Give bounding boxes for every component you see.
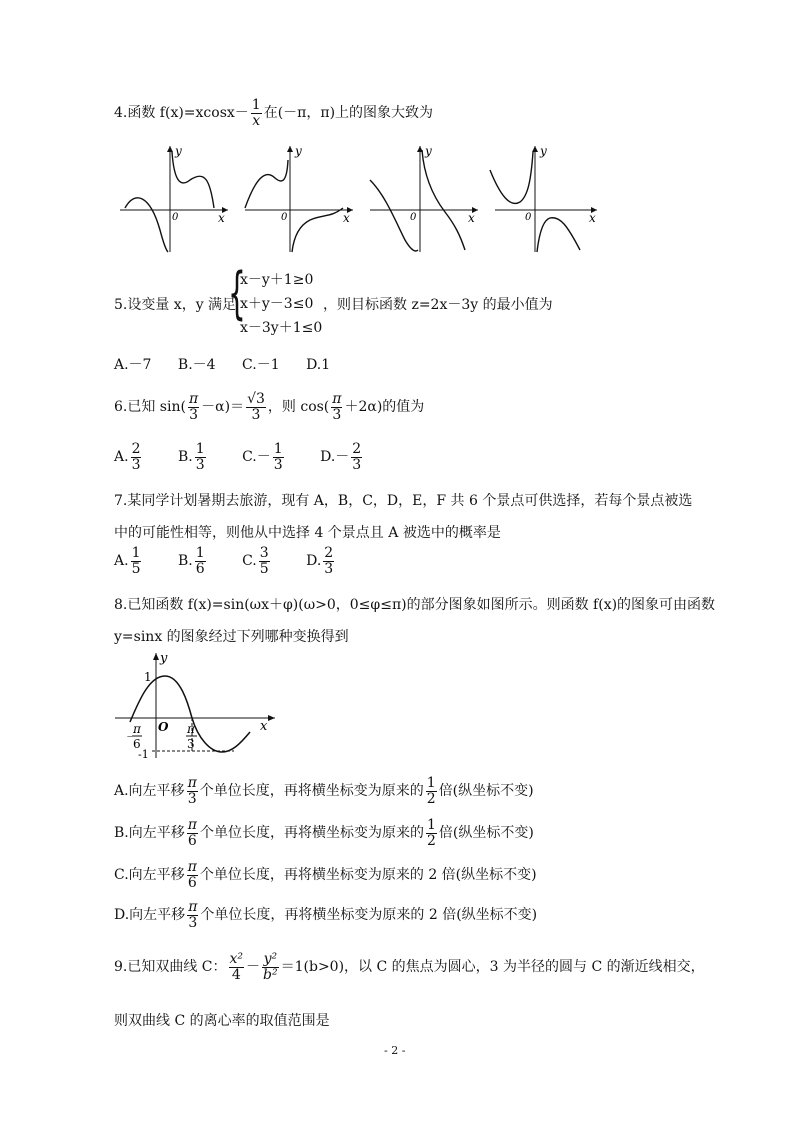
svg-text:x: x [468, 211, 475, 225]
svg-text:π: π [187, 722, 195, 736]
q5-constraint-1: x－y＋1≥0 [240, 272, 314, 288]
q7-options [114, 546, 336, 576]
svg-text:－: － [126, 730, 137, 743]
q5-option-b: B.－4 [177, 357, 216, 373]
q5-option-a: A.－7 [114, 357, 152, 373]
q9-line-2: 则双曲线 C 的离心率的取值范围是 [114, 1013, 330, 1029]
q6-option-c: C.－ $\frac{1}{3}$ [242, 441, 283, 473]
q9-stem: 9.已知双曲线 C： $\frac{\text{x²}}{4}$ － $\frac{\text{y²}}{\text{b²}}$ ＝1(b>0)，以 C 的焦点为圆心，3 为半径的圆与 C 的渐近线相交， [114, 951, 705, 983]
q4-graph-b [245, 144, 353, 252]
svg-text:6: 6 [133, 737, 141, 751]
q7-option-a: A. $\frac{1}{5}$ [114, 545, 141, 577]
q6-stem: 6.已知 sin( $\frac{\pi}{3}$ －α)＝ $\frac{√3}{3}$ ，则 cos( $\frac{\pi}{3}$ ＋2α)的值为 [114, 391, 425, 423]
svg-text:x: x [343, 211, 350, 225]
page-number: - 2 - [384, 1044, 406, 1057]
q7-option-c: C. $\frac{3}{5}$ [242, 545, 269, 577]
q6-option-a: A. $\frac{2}{3}$ [114, 441, 141, 473]
q7-option-d: D. $\frac{2}{3}$ [306, 545, 334, 577]
q4-graph-d [490, 144, 597, 252]
q5-constraint-2: x＋y－3≤0 [240, 296, 314, 312]
q6-options [114, 442, 364, 472]
svg-text:1: 1 [144, 670, 152, 684]
q8-option-d: D.向左平移 $\frac{\pi}{3}$ 个单位长度，再将横坐标变为原来的 2 倍(纵坐标不变) [114, 899, 538, 931]
q8-option-b: B.向左平移 $\frac{\pi}{6}$ 个单位长度，再将横坐标变为原来的 $\frac{1}{2}$ 倍(纵坐标不变) [114, 817, 534, 849]
q6-option-d: D.－ $\frac{2}{3}$ [320, 441, 362, 473]
q5-option-d: D.1 [306, 357, 331, 373]
svg-text:0: 0 [525, 212, 532, 223]
svg-text:x: x [589, 211, 596, 225]
svg-text:3: 3 [187, 737, 195, 751]
q4-graph-options [110, 140, 600, 260]
q7-line-2: 中的可能性相等，则他从中选择 4 个景点且 A 被选中的概率是 [114, 525, 501, 541]
q7-option-b: B. $\frac{1}{6}$ [177, 545, 205, 577]
q8-line-2: y=sinx 的图象经过下列哪种变换得到 [114, 629, 349, 645]
q8-option-a: A.向左平移 $\frac{\pi}{3}$ 个单位长度，再将横坐标变为原来的 $\frac{1}{2}$ 倍(纵坐标不变) [114, 775, 534, 807]
svg-text:-1: -1 [138, 748, 149, 761]
svg-text:y: y [175, 144, 182, 158]
svg-text:y: y [425, 144, 432, 158]
q5-constraint-3: x－3y＋1≤0 [240, 320, 323, 336]
svg-text:x: x [260, 719, 268, 734]
q5-constraint-system [228, 261, 323, 340]
svg-text:0: 0 [410, 212, 417, 223]
q4-graph-a [120, 144, 228, 252]
q5-options [114, 354, 330, 374]
q4-stem: 4.函数 f(x)=xcosx－ $\frac{1}{x}$ 在(－π，π)上的图象大致为 [114, 97, 434, 129]
q5-option-c: C.－1 [242, 357, 280, 373]
svg-text:0: 0 [281, 212, 288, 223]
svg-text:y: y [295, 144, 302, 158]
q6-option-b: B. $\frac{1}{3}$ [177, 441, 205, 473]
q8-option-c: C.向左平移 $\frac{\pi}{6}$ 个单位长度，再将横坐标变为原来的 2 倍(纵坐标不变) [114, 859, 537, 891]
svg-text:π: π [133, 722, 141, 736]
svg-text:y: y [160, 651, 168, 666]
svg-text:O: O [158, 720, 169, 734]
q5-suffix: ，则目标函数 z=2x－3y 的最小值为 [323, 297, 553, 313]
svg-text:0: 0 [172, 212, 179, 223]
svg-text:x: x [218, 211, 225, 225]
q4-graph-c [370, 144, 478, 252]
q8-sine-graph [110, 648, 280, 768]
q5-prefix: 5.设变量 x，y 满足 [114, 297, 237, 313]
brace-symbol: { [228, 261, 246, 326]
q7-line-1: 7.某同学计划暑期去旅游，现有 A，B，C，D，E，F 共 6 个景点可供选择，若每个景点被选 [114, 493, 693, 509]
svg-text:y: y [540, 144, 547, 158]
q8-line-1: 8.已知函数 f(x)=sin(ωx＋φ)(ω>0，0≤φ≤π)的部分图象如图所示。则函数 f(x)的图象可由函数 [114, 597, 716, 613]
